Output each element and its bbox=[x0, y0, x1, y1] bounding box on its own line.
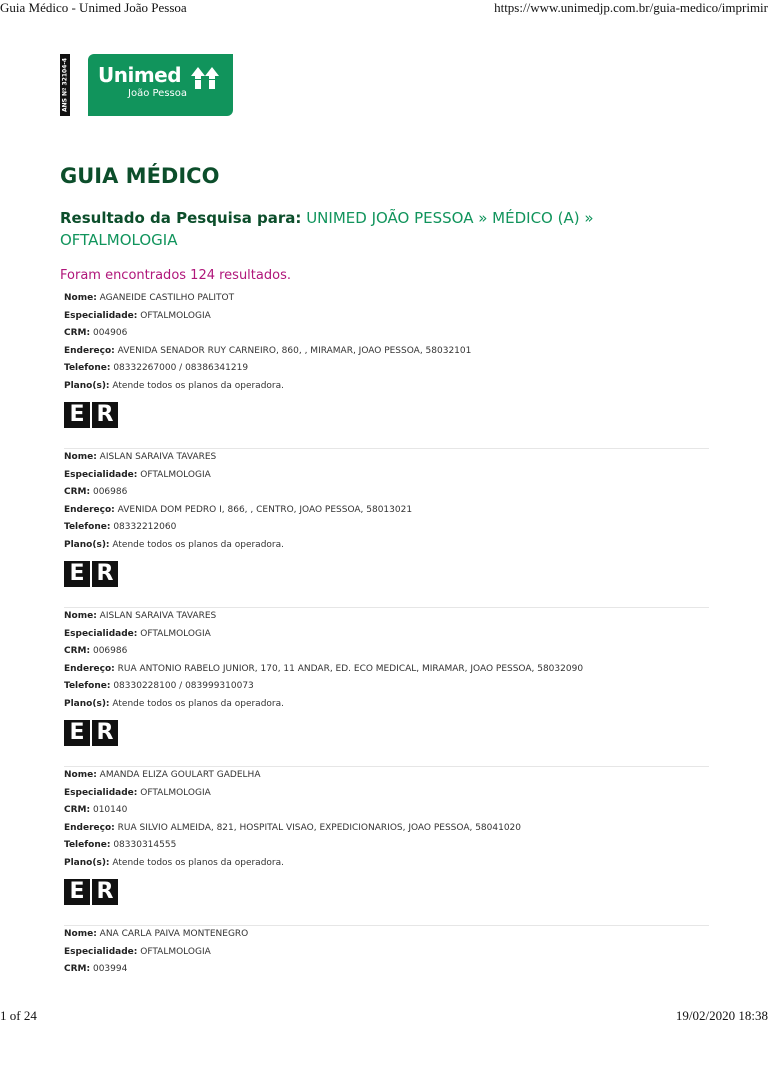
ans-registration-text: ANS Nº 32104-4 bbox=[61, 57, 69, 113]
doctor-name-line bbox=[64, 926, 709, 944]
doctor-specialty-label: Especialidade: bbox=[64, 469, 138, 480]
doctor-specialty-label: Especialidade: bbox=[64, 787, 138, 798]
doctor-phone-value: 08330228100 / 083999310073 bbox=[113, 681, 254, 691]
doctor-plans-label: Plano(s): bbox=[64, 698, 110, 709]
badge-e-icon: E bbox=[64, 402, 90, 428]
search-result-prefix: Resultado da Pesquisa para: bbox=[60, 209, 302, 227]
doctor-plans-value: Atende todos os planos da operadora. bbox=[112, 380, 284, 391]
doctor-specialty-label: Especialidade: bbox=[64, 628, 138, 639]
doctor-name-label: Nome: bbox=[64, 770, 97, 780]
doctor-name-line bbox=[64, 449, 709, 467]
doctor-plans-value: Atende todos os planos da operadora. bbox=[112, 698, 284, 709]
doctor-plans-label: Plano(s): bbox=[64, 539, 110, 550]
doctor-phone-label: Telefone: bbox=[64, 522, 111, 532]
result-card bbox=[64, 767, 709, 926]
doctor-address-label: Endereço: bbox=[64, 663, 115, 674]
badge-e-icon: E bbox=[64, 720, 90, 746]
doctor-crm-line bbox=[64, 643, 709, 661]
badge-r-icon: R bbox=[92, 402, 118, 428]
doctor-crm-label: CRM: bbox=[64, 964, 91, 974]
doctor-crm-line bbox=[64, 961, 709, 979]
doctor-crm-value: 010140 bbox=[92, 805, 128, 815]
badge-e-icon: E bbox=[64, 561, 90, 587]
doctor-specialty-value: OFTALMOLOGIA bbox=[140, 469, 211, 480]
doctor-phone-line bbox=[64, 360, 709, 378]
doctor-address-value: RUA SILVIO ALMEIDA, 821, HOSPITAL VISAO, EXPEDICIONARIOS, JOAO PESSOA, 58041020 bbox=[117, 822, 522, 833]
doctor-phone-value: 08330314555 bbox=[113, 840, 177, 850]
doctor-name-line bbox=[64, 608, 709, 626]
doctor-name-value: AGANEIDE CASTILHO PALITOT bbox=[99, 293, 235, 303]
doctor-phone-label: Telefone: bbox=[64, 363, 111, 373]
badge-e-icon: E bbox=[64, 879, 90, 905]
doctor-name-value: AISLAN SARAIVA TAVARES bbox=[99, 452, 217, 462]
doctor-crm-label: CRM: bbox=[64, 487, 91, 497]
doctor-address-value: RUA ANTONIO RABELO JUNIOR, 170, 11 ANDAR, ED. ECO MEDICAL, MIRAMAR, JOAO PESSOA, 58032090 bbox=[117, 663, 584, 674]
ans-registration-bar bbox=[60, 54, 70, 116]
result-card bbox=[64, 608, 709, 767]
doctor-specialty-value: OFTALMOLOGIA bbox=[140, 946, 211, 957]
print-footer-datetime: 19/02/2020 18:38 bbox=[675, 1008, 768, 1023]
logo-box bbox=[88, 54, 233, 116]
print-footer-page: 1 of 24 bbox=[0, 1008, 37, 1023]
doctor-name-line bbox=[64, 290, 709, 308]
doctor-phone-line bbox=[64, 837, 709, 855]
search-result-terms: UNIMED JOÃO PESSOA » MÉDICO (A) » OFTALMOLOGIA bbox=[60, 209, 594, 249]
doctor-name-value: AMANDA ELIZA GOULART GADELHA bbox=[99, 770, 261, 780]
doctor-plans-label: Plano(s): bbox=[64, 380, 110, 391]
doctor-name-value: ANA CARLA PAIVA MONTENEGRO bbox=[99, 929, 249, 939]
doctor-specialty-label: Especialidade: bbox=[64, 946, 138, 957]
doctor-crm-value: 003994 bbox=[92, 964, 128, 974]
unimed-tree-icon bbox=[191, 67, 219, 89]
result-card bbox=[64, 290, 709, 449]
doctor-plans-line bbox=[64, 696, 709, 714]
doctor-address-line bbox=[64, 343, 709, 361]
page-title: GUIA MÉDICO bbox=[60, 164, 220, 188]
doctor-crm-line bbox=[64, 484, 709, 502]
doctor-crm-line bbox=[64, 325, 709, 343]
result-card bbox=[64, 926, 709, 1085]
accreditation-badges bbox=[64, 879, 120, 905]
badge-r-icon: R bbox=[92, 879, 118, 905]
doctor-crm-value: 006986 bbox=[92, 646, 128, 656]
print-header-title: Guia Médico - Unimed João Pessoa bbox=[0, 0, 187, 15]
result-card bbox=[64, 449, 709, 608]
print-header-url[interactable]: https://www.unimedjp.com.br/guia-medico/imprimir bbox=[494, 0, 768, 15]
doctor-address-line bbox=[64, 820, 709, 838]
accreditation-badges bbox=[64, 720, 120, 746]
doctor-crm-line bbox=[64, 802, 709, 820]
doctor-phone-line bbox=[64, 519, 709, 537]
accreditation-badges bbox=[64, 561, 120, 587]
doctor-phone-value: 08332267000 / 08386341219 bbox=[113, 363, 249, 373]
doctor-address-line bbox=[64, 502, 709, 520]
doctor-address-label: Endereço: bbox=[64, 504, 115, 515]
doctor-crm-label: CRM: bbox=[64, 646, 91, 656]
doctor-name-line bbox=[64, 767, 709, 785]
doctor-address-label: Endereço: bbox=[64, 345, 115, 356]
doctor-plans-value: Atende todos os planos da operadora. bbox=[112, 539, 284, 550]
doctor-specialty-line bbox=[64, 467, 709, 485]
doctor-specialty-line bbox=[64, 308, 709, 326]
doctor-address-line bbox=[64, 661, 709, 679]
badge-r-icon: R bbox=[92, 720, 118, 746]
doctor-specialty-line bbox=[64, 626, 709, 644]
doctor-phone-value: 08332212060 bbox=[113, 522, 177, 532]
results-list bbox=[64, 290, 709, 1085]
doctor-phone-line bbox=[64, 678, 709, 696]
doctor-crm-label: CRM: bbox=[64, 805, 91, 815]
doctor-name-label: Nome: bbox=[64, 929, 97, 939]
logo-city: João Pessoa bbox=[128, 88, 187, 99]
doctor-specialty-line bbox=[64, 944, 709, 962]
search-result-summary bbox=[60, 207, 620, 251]
doctor-address-value: AVENIDA SENADOR RUY CARNEIRO, 860, , MIRAMAR, JOAO PESSOA, 58032101 bbox=[117, 345, 472, 356]
doctor-name-value: AISLAN SARAIVA TAVARES bbox=[99, 611, 217, 621]
doctor-specialty-line bbox=[64, 785, 709, 803]
doctor-plans-line bbox=[64, 537, 709, 555]
logo-brand: Unimed bbox=[98, 63, 182, 87]
doctor-specialty-label: Especialidade: bbox=[64, 310, 138, 321]
accreditation-badges bbox=[64, 402, 120, 428]
doctor-plans-label: Plano(s): bbox=[64, 857, 110, 868]
doctor-plans-value: Atende todos os planos da operadora. bbox=[112, 857, 284, 868]
doctor-specialty-value: OFTALMOLOGIA bbox=[140, 787, 211, 798]
doctor-name-label: Nome: bbox=[64, 293, 97, 303]
doctor-phone-label: Telefone: bbox=[64, 840, 111, 850]
doctor-crm-value: 006986 bbox=[92, 487, 128, 497]
doctor-address-label: Endereço: bbox=[64, 822, 115, 833]
doctor-crm-value: 004906 bbox=[92, 328, 128, 338]
badge-r-icon: R bbox=[92, 561, 118, 587]
doctor-plans-line bbox=[64, 378, 709, 396]
doctor-specialty-value: OFTALMOLOGIA bbox=[140, 310, 211, 321]
result-count: Foram encontrados 124 resultados. bbox=[60, 268, 291, 283]
doctor-name-label: Nome: bbox=[64, 452, 97, 462]
doctor-plans-line bbox=[64, 855, 709, 873]
doctor-specialty-value: OFTALMOLOGIA bbox=[140, 628, 211, 639]
doctor-phone-label: Telefone: bbox=[64, 681, 111, 691]
doctor-crm-label: CRM: bbox=[64, 328, 91, 338]
doctor-address-value: AVENIDA DOM PEDRO I, 866, , CENTRO, JOAO PESSOA, 58013021 bbox=[117, 504, 413, 515]
doctor-name-label: Nome: bbox=[64, 611, 97, 621]
